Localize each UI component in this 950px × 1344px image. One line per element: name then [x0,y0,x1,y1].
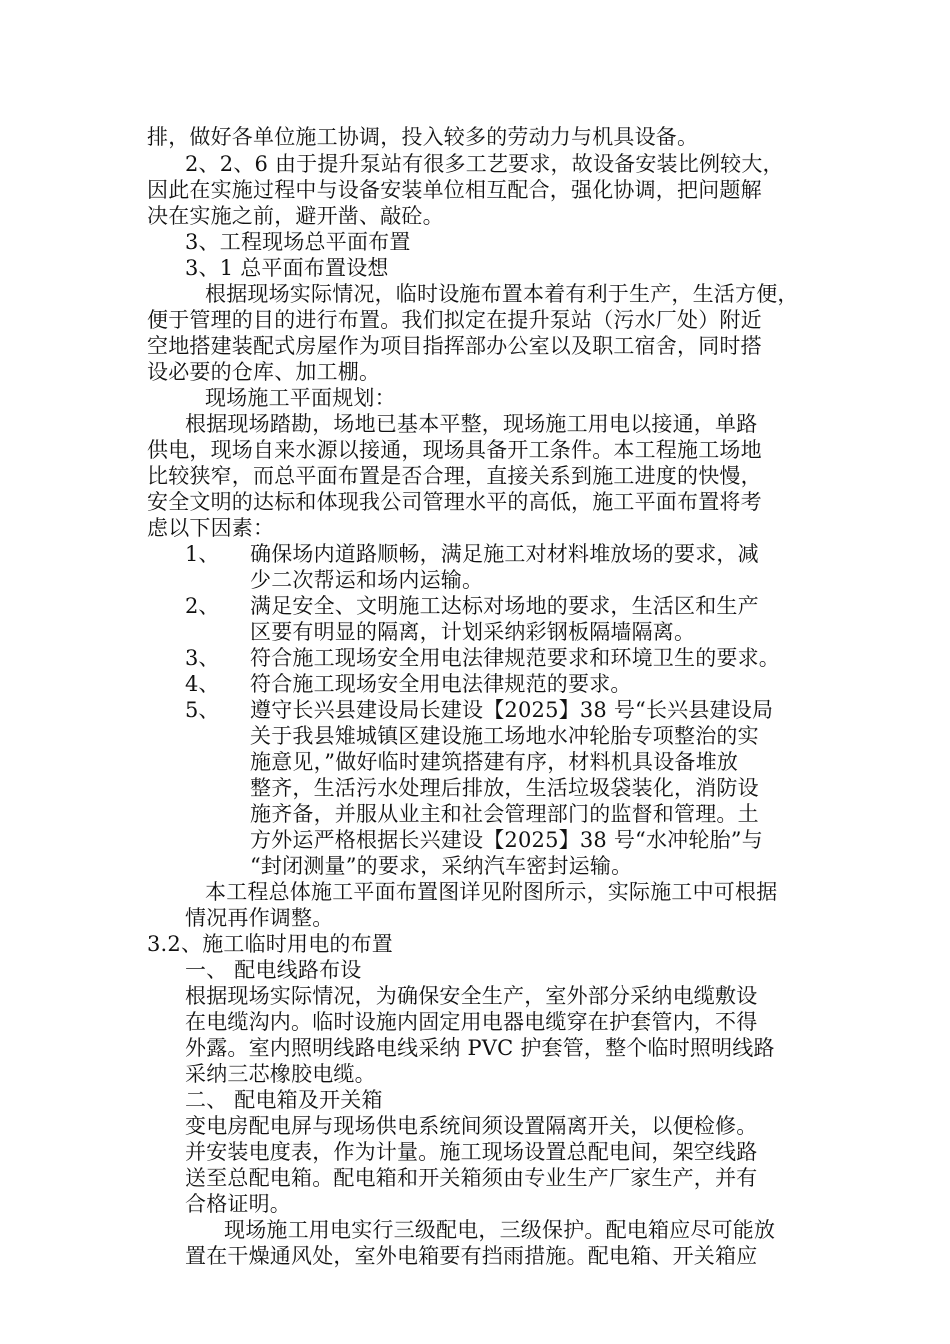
text-line: 在电缆沟内。临时设施内固定用电器电缆穿在护套管内，不得 [185,1010,758,1034]
list-item-text: 方外运严格根据长兴建设【2025】38 号“水冲轮胎”与 [250,828,763,852]
list-item-text: 符合施工现场安全用电法律规范要求和环境卫生的要求。 [250,646,780,670]
text-line: 安全文明的达标和体现我公司管理水平的高低，施工平面布置将考 [147,490,762,514]
text-line: 根据现场实际情况，为确保安全生产，室外部分采纳电缆敷设 [185,984,758,1008]
text-line: 根据现场踏勘，场地已基本平整，现场施工用电以接通，单路 [185,412,758,436]
text-line: 空地搭建装配式房屋作为项目指挥部办公室以及职工宿舍，同时搭 [147,334,762,358]
text-line: 情况再作调整。 [185,906,334,930]
text-line: 比较狭窄，而总平面布置是否合理，直接关系到施工进度的快慢， [147,464,762,488]
subsection-heading: 二、 配电箱及开关箱 [185,1088,383,1112]
text-line: 合格证明。 [185,1192,291,1216]
list-item-number: 1、 [185,542,220,566]
text-line: 变电房配电屏与现场供电系统间须设置隔离开关，以便检修。 [185,1114,758,1138]
text-line: 送至总配电箱。配电箱和开关箱须由专业生产厂家生产，并有 [185,1166,758,1190]
text-line: 2、2、6 由于提升泵站有很多工艺要求，故设备安装比例较大， [185,152,784,176]
text-line: 排，做好各单位施工协调，投入较多的劳动力与机具设备。 [147,125,699,149]
text-line: 设必要的仓库、加工棚。 [147,360,381,384]
list-item-text: 施齐备，并服从业主和社会管理部门的监督和管理。土 [250,802,759,826]
list-item-text: 遵守长兴县建设局长建设【2025】38 号“长兴县建设局 [250,698,774,722]
list-item-number: 3、 [185,646,220,670]
list-item-text: 整齐，生活污水处理后排放，生活垃圾袋装化，消防设 [250,776,759,800]
text-line: 并安装电度表，作为计量。施工现场设置总配电间，架空线路 [185,1140,758,1164]
subsection-heading: 一、 配电线路布设 [185,958,362,982]
list-item-text: 区要有明显的隔离，计划采纳彩钢板隔墙隔离。 [250,620,696,644]
list-item-text: 关于我县雉城镇区建设施工场地水冲轮胎专项整治的实 [250,724,759,748]
list-item-text: “封闭测量”的要求，采纳汽车密封运输。 [250,854,633,878]
list-item-number: 2、 [185,594,220,618]
section-heading: 3.2、施工临时用电的布置 [147,932,393,956]
text-line: 虑以下因素： [147,516,275,540]
list-item-text: 满足安全、文明施工达标对场地的要求，生活区和生产 [250,594,759,618]
text-line: 采纳三芯橡胶电缆。 [185,1062,376,1086]
text-line: 便于管理的目的进行布置。我们拟定在提升泵站（污水厂处）附近 [147,308,762,332]
text-line: 外露。室内照明线路电线采纳 PVC 护套管，整个临时照明线路 [185,1036,775,1060]
list-item-text: 少二次帮运和场内运输。 [250,568,484,592]
list-item-text: 确保场内道路顺畅，满足施工对材料堆放场的要求，减 [250,542,759,566]
list-item-number: 5、 [185,698,220,722]
list-item-text: 施意见，”做好临时建筑搭建有序，材料机具设备堆放 [250,750,739,774]
list-item-number: 4、 [185,672,220,696]
text-line: 现场施工用电实行三级配电，三级保护。配电箱应尽可能放 [224,1218,776,1242]
text-line: 供电，现场自来水源以接通，现场具备开工条件。本工程施工场地 [147,438,762,462]
section-heading: 3、1 总平面布置设想 [185,256,389,280]
text-line: 根据现场实际情况，临时设施布置本着有利于生产，生活方便， [205,282,799,306]
text-line: 本工程总体施工平面布置图详见附图所示，实际施工中可根据 [205,880,778,904]
text-line: 决在实施之前，避开凿、敲砼。 [147,204,444,228]
text-line: 因此在实施过程中与设备安装单位相互配合，强化协调，把问题解 [147,178,762,202]
list-item-text: 符合施工现场安全用电法律规范的要求。 [250,672,632,696]
text-line: 置在干燥通风处，室外电箱要有挡雨措施。配电箱、开关箱应 [185,1244,758,1268]
section-heading: 3、工程现场总平面布置 [185,230,411,254]
section-heading: 现场施工平面规划： [205,386,396,410]
